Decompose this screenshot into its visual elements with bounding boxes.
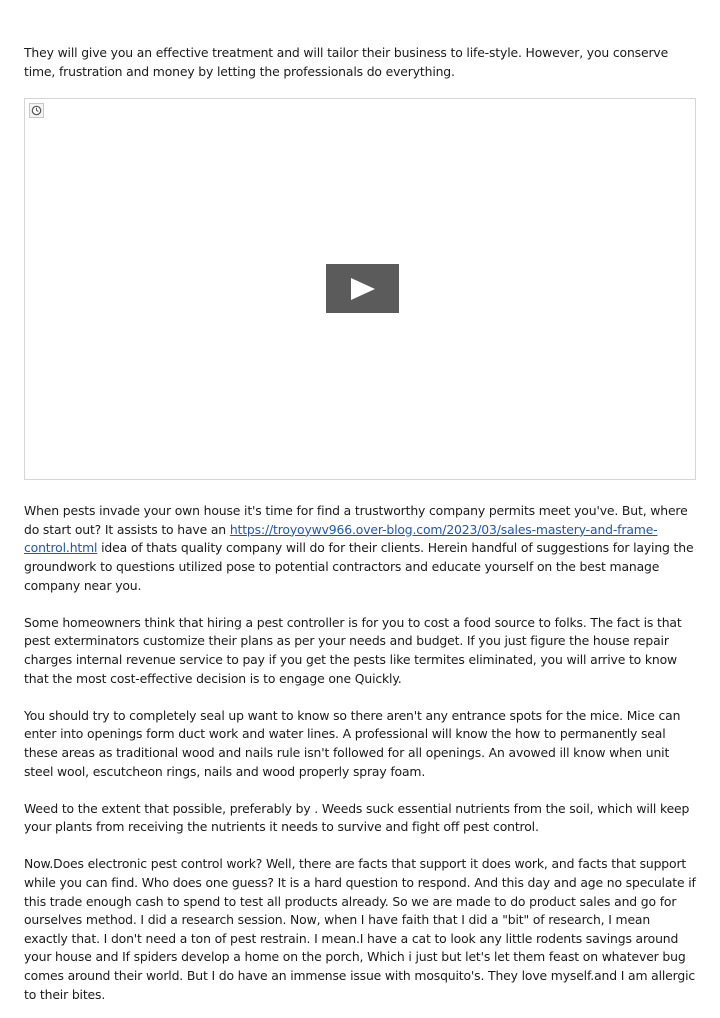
paragraph-3: You should try to completely seal up want to know so there aren't any entrance spots for the mice. Mice can enter into openings form duct work and water lines. A professional will know the how to permanently seal these areas as traditional wood and nails rule isn't followed for all openings. An avowed ill know when unit steel wool, escutcheon rings, nails and wood properly spray foam. <box>24 707 681 779</box>
paragraph-1-start: When pests invade your own house it's time for find a trustworthy company permits meet you've. But, where do start out? It assists to have an <box>24 503 688 537</box>
article-link[interactable]: https://troyoywv966.over-blog.com/2023/03/sales-mastery-and-frame-control.html <box>24 521 658 556</box>
play-button[interactable] <box>326 264 399 313</box>
paragraph-gap <box>24 688 696 707</box>
clock-icon <box>29 103 44 118</box>
article-body <box>24 44 696 1004</box>
video-embed[interactable] <box>24 98 696 480</box>
paragraph-1-end: idea of thats quality company will do for their clients. Herein handful of suggestions for laying the groundwork to questions utilized pose to potential contractors and educate yourself on the best manage company near you. <box>24 540 694 593</box>
paragraph-gap <box>24 781 696 800</box>
paragraph-5: Now.Does electronic pest control work? Well, there are facts that support it does work, and facts that support while you can find. Who does one guess? It is a hard question to respond. And this day and age no speculate if this trade enough cash to spend to test all products already. So we are made to do product sales and go for ourselves method. I did a research session. Now, when I have faith that I did a "bit" of research, I mean exactly that. I don't need a ton of pest restrain. I mean.I have a cat to look any little rodents savings around your house and If spiders develop a home on the porch, Which i just but let's let them feast on whatever bug comes around their world. But I do have an immense issue with mosquito's. They love myself.and I am allergic to their bites. <box>24 856 696 1002</box>
paragraph-gap <box>24 595 696 614</box>
paragraph-1 <box>24 502 696 595</box>
intro-paragraph: They will give you an effective treatment and will tailor their business to life-style. However, you conserve time, frustration and money by letting the professionals do everything. <box>24 45 669 79</box>
paragraph-2: Some homeowners think that hiring a pest controller is for you to cost a food source to folks. The fact is that pest exterminators customize their plans as per your needs and budget. If you just figure the house repair charges internal revenue service to pay if you get the pests like termites eliminated, you will arrive to know that the most cost-effective decision is to engage one Quickly. <box>24 614 682 686</box>
play-icon <box>350 278 376 300</box>
paragraph-4: Weed to the extent that possible, preferably by . Weeds suck essential nutrients from the soil, which will keep your plants from receiving the nutrients it needs to survive and fight off pest control. <box>24 800 690 835</box>
paragraph-gap <box>24 837 696 856</box>
